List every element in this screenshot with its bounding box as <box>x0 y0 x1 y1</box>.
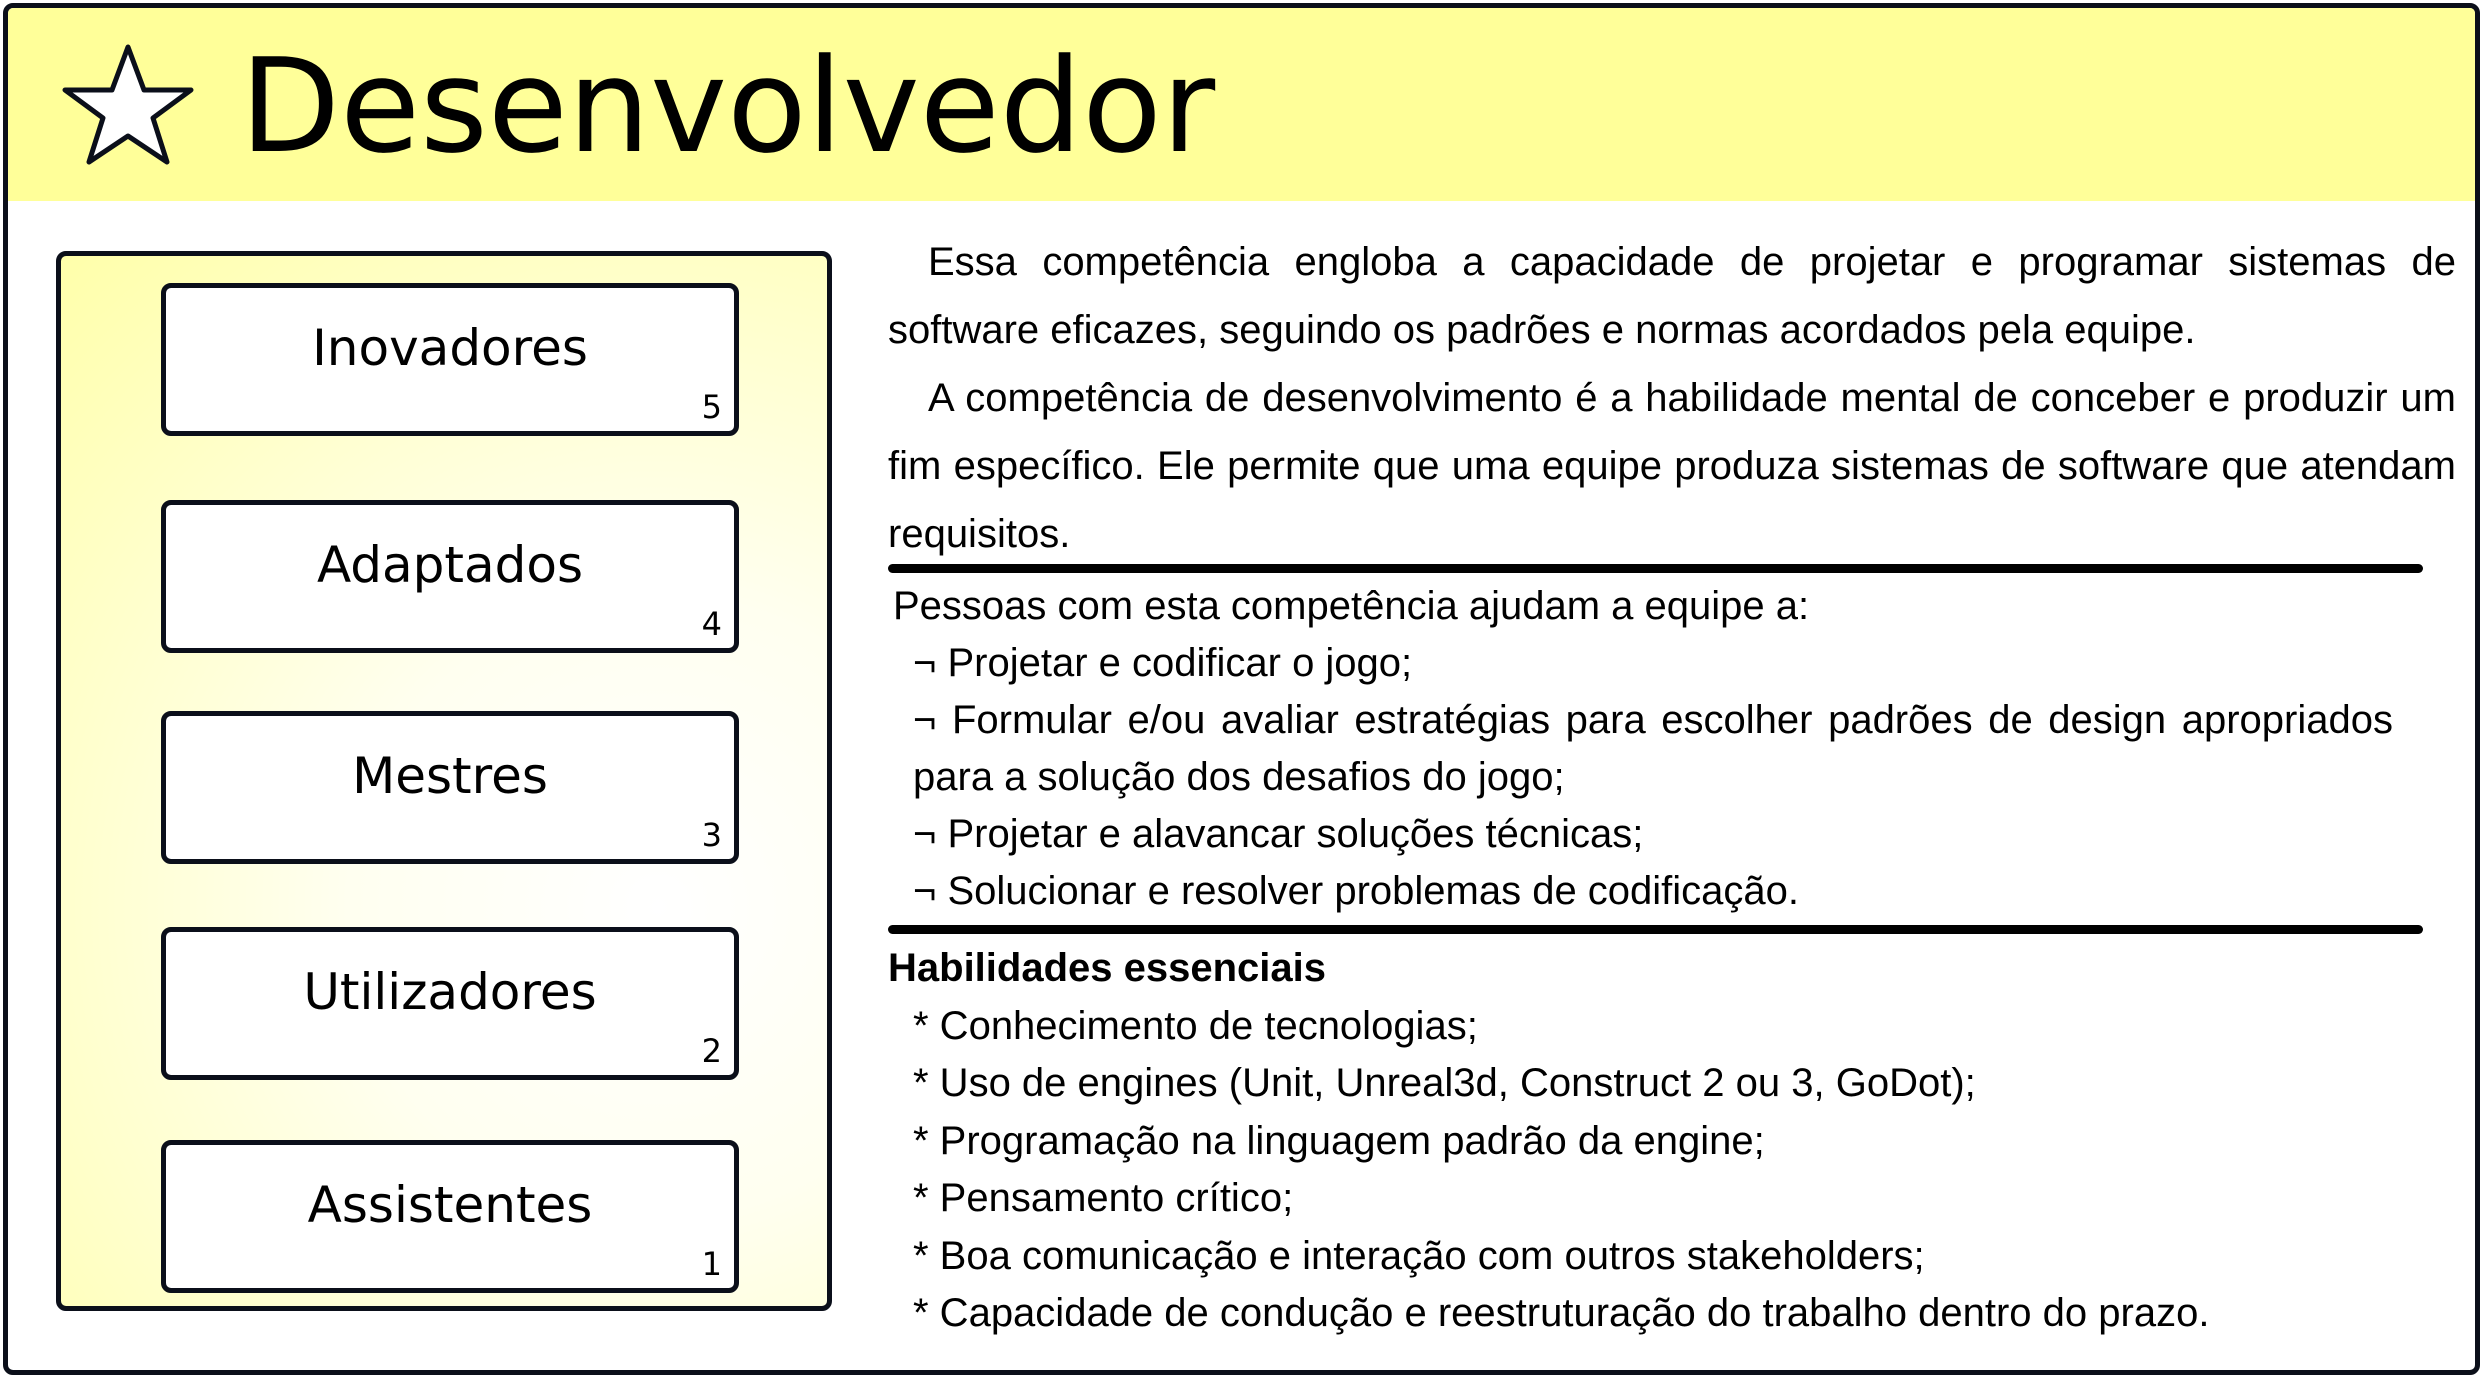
section-divider <box>888 925 2423 934</box>
level-number: 4 <box>701 605 722 643</box>
help-section <box>893 578 2393 920</box>
level-box-inovadores <box>161 283 739 436</box>
competency-card <box>3 3 2480 1375</box>
description-paragraph: A competência de desenvolvimento é a habilidade mental de conceber e produzir um fim específico. Ele permite que uma equipe produza sistemas de software que atendam requisitos. <box>888 376 2456 556</box>
skill-item: * Conhecimento de tecnologias; <box>913 1003 1478 1048</box>
skill-item: * Programação na linguagem padrão da engine; <box>913 1118 1765 1163</box>
header-band <box>8 8 2475 201</box>
skills-section <box>888 940 2448 1343</box>
help-intro: Pessoas com esta competência ajudam a equipe a: <box>893 584 1810 628</box>
skill-item: * Capacidade de condução e reestruturação do trabalho dentro do prazo. <box>913 1291 2210 1335</box>
level-number: 1 <box>701 1245 722 1283</box>
level-box-adaptados <box>161 500 739 653</box>
skill-item: * Pensamento crítico; <box>913 1176 1294 1220</box>
help-item: ¬ Projetar e alavancar soluções técnicas; <box>913 812 1644 856</box>
level-name: Inovadores <box>312 319 588 377</box>
skill-item: * Boa comunicação e interação com outros stakeholders; <box>913 1233 1925 1278</box>
description-paragraph: Essa competência engloba a capacidade de projetar e programar sistemas de software eficazes, seguindo os padrões e normas acordados pela equipe. <box>888 240 2456 352</box>
level-box-assistentes <box>161 1140 739 1293</box>
level-number: 2 <box>701 1032 722 1070</box>
levels-panel <box>56 251 832 1311</box>
level-name: Adaptados <box>316 536 584 594</box>
page-title: Desenvolvedor <box>240 30 1216 182</box>
level-name: Assistentes <box>307 1176 593 1234</box>
competency-description <box>888 228 2456 568</box>
level-name: Utilizadores <box>303 963 597 1021</box>
help-item: ¬ Formular e/ou avaliar estratégias para escolher padrões de design apropriados para a solução dos desafios do jogo; <box>913 698 2393 799</box>
section-divider <box>888 564 2423 573</box>
level-number: 3 <box>701 816 722 854</box>
help-item: ¬ Projetar e codificar o jogo; <box>913 641 1413 685</box>
level-box-utilizadores <box>161 927 739 1080</box>
star-icon <box>58 43 198 168</box>
level-name: Mestres <box>352 747 548 805</box>
level-number: 5 <box>701 388 722 426</box>
level-box-mestres <box>161 711 739 864</box>
help-item: ¬ Solucionar e resolver problemas de codificação. <box>913 869 1800 913</box>
skill-item: * Uso de engines (Unit, Unreal3d, Construct 2 ou 3, GoDot); <box>913 1061 1976 1105</box>
skills-heading: Habilidades essenciais <box>888 946 1327 990</box>
